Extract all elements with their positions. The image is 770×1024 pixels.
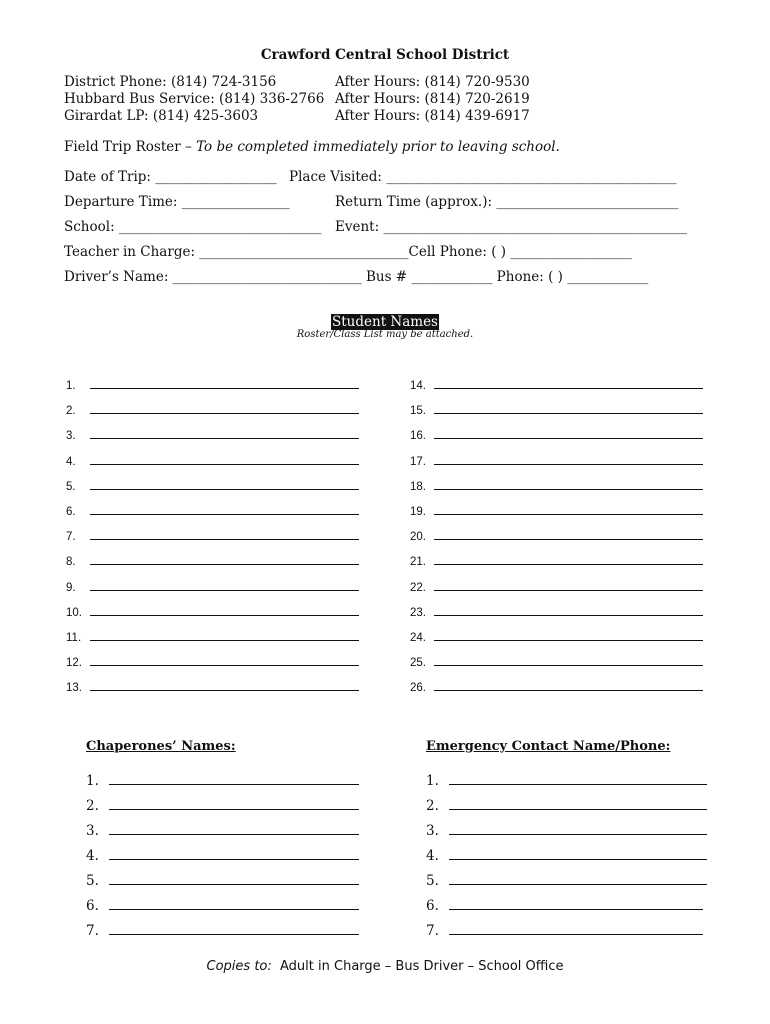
- school-field[interactable]: School: ______________________________: [64, 219, 322, 235]
- name-line[interactable]: [90, 529, 359, 540]
- name-line[interactable]: [109, 798, 359, 810]
- contact-line[interactable]: [449, 773, 707, 785]
- row-number: 7.: [426, 923, 439, 939]
- student-names-heading: [0, 311, 770, 330]
- row-number: 9.: [66, 581, 76, 594]
- student-row[interactable]: [66, 630, 359, 655]
- row-number: 19.: [410, 505, 426, 518]
- name-line[interactable]: [434, 428, 703, 439]
- row-number: 3.: [86, 823, 99, 839]
- girardat-after-hours: After Hours: (814) 439-6917: [335, 108, 530, 124]
- return-time-field[interactable]: Return Time (approx.): ___________________________: [335, 194, 679, 210]
- row-number: 3.: [66, 430, 76, 443]
- row-number: 13.: [66, 682, 82, 695]
- student-row[interactable]: [410, 428, 703, 453]
- row-number: 5.: [426, 873, 439, 889]
- chaperone-row[interactable]: [86, 848, 359, 873]
- contact-line[interactable]: [449, 798, 707, 810]
- row-number: 2.: [66, 405, 76, 418]
- chaperone-row[interactable]: [86, 798, 359, 823]
- row-number: 5.: [66, 480, 76, 493]
- contact-line[interactable]: [449, 848, 707, 860]
- student-names-subheading: Roster/Class List may be attached.: [296, 329, 474, 340]
- contact-line[interactable]: [449, 923, 703, 935]
- contact-line[interactable]: [449, 898, 703, 910]
- name-line[interactable]: [434, 403, 703, 414]
- row-number: 4.: [86, 848, 99, 864]
- row-number: 22.: [410, 581, 426, 594]
- row-number: 10.: [66, 606, 82, 619]
- district-phone: District Phone: (814) 724-3156: [64, 74, 277, 90]
- driver-bus-phone-field[interactable]: Driver’s Name: ____________________________ Bus # ____________ Phone: ( ) ____________: [64, 269, 649, 285]
- student-row[interactable]: [66, 529, 359, 554]
- name-line[interactable]: [90, 554, 359, 565]
- emergency-row[interactable]: [426, 873, 707, 898]
- row-number: 1.: [426, 773, 439, 789]
- document-title: Crawford Central School District: [260, 47, 510, 63]
- row-number: 23.: [410, 606, 426, 619]
- date-of-trip-field[interactable]: Date of Trip: __________________: [64, 169, 277, 185]
- row-number: 21.: [410, 556, 426, 569]
- row-number: 2.: [426, 798, 439, 814]
- name-line[interactable]: [90, 630, 359, 641]
- chaperone-row[interactable]: [86, 923, 359, 948]
- row-number: 3.: [426, 823, 439, 839]
- name-line[interactable]: [434, 378, 703, 389]
- row-number: 17.: [410, 455, 426, 468]
- student-row[interactable]: [66, 655, 359, 680]
- row-number: 5.: [86, 873, 99, 889]
- student-row[interactable]: [66, 580, 359, 605]
- row-number: 2.: [86, 798, 99, 814]
- emergency-row[interactable]: [426, 773, 707, 798]
- student-list-right: [410, 378, 703, 705]
- student-row[interactable]: [410, 529, 703, 554]
- student-row[interactable]: [66, 504, 359, 529]
- name-line[interactable]: [90, 680, 359, 691]
- copies-footer: [0, 959, 770, 974]
- student-names-label: Student Names: [332, 314, 438, 330]
- student-row[interactable]: [66, 554, 359, 579]
- row-number: 1.: [86, 773, 99, 789]
- row-number: 15.: [410, 405, 426, 418]
- name-line[interactable]: [90, 504, 359, 515]
- event-field[interactable]: Event: _____________________________________________: [335, 219, 688, 235]
- name-line[interactable]: [434, 680, 703, 691]
- chaperones-heading: Chaperones’ Names:: [86, 739, 236, 754]
- row-number: 6.: [86, 898, 99, 914]
- chaperone-row[interactable]: [86, 823, 359, 848]
- name-line[interactable]: [434, 605, 703, 616]
- name-line[interactable]: [434, 454, 703, 465]
- row-number: 25.: [410, 657, 426, 670]
- row-number: 8.: [66, 556, 76, 569]
- student-row[interactable]: [410, 403, 703, 428]
- chaperone-row[interactable]: [86, 773, 359, 798]
- student-row[interactable]: [66, 680, 359, 705]
- row-number: 18.: [410, 480, 426, 493]
- contact-right-column: [335, 74, 530, 125]
- row-number: 6.: [426, 898, 439, 914]
- student-row[interactable]: [66, 403, 359, 428]
- row-number: 11.: [66, 631, 82, 644]
- name-line[interactable]: [109, 848, 359, 860]
- name-line[interactable]: [434, 655, 703, 666]
- student-row[interactable]: [410, 580, 703, 605]
- name-line[interactable]: [434, 529, 703, 540]
- roster-label: Field Trip Roster –: [64, 139, 192, 155]
- emergency-row[interactable]: [426, 798, 707, 823]
- student-row[interactable]: [66, 479, 359, 504]
- student-row[interactable]: [410, 630, 703, 655]
- girardat-phone: Girardat LP: (814) 425-3603: [64, 108, 259, 124]
- student-row[interactable]: [410, 554, 703, 579]
- emergency-row[interactable]: [426, 923, 707, 948]
- chaperone-row[interactable]: [86, 873, 359, 898]
- name-line[interactable]: [90, 428, 359, 439]
- emergency-contact-list: [426, 773, 707, 948]
- name-line[interactable]: [90, 580, 359, 591]
- student-row[interactable]: [66, 428, 359, 453]
- roster-instruction: [64, 139, 560, 155]
- name-line[interactable]: [90, 454, 359, 465]
- hubbard-bus-phone: Hubbard Bus Service: (814) 336-2766: [64, 91, 325, 107]
- name-line[interactable]: [434, 504, 703, 515]
- name-line[interactable]: [109, 823, 359, 835]
- student-row[interactable]: [410, 605, 703, 630]
- name-line[interactable]: [90, 378, 359, 389]
- row-number: 7.: [66, 531, 76, 544]
- student-list-left: [66, 378, 359, 705]
- contact-line[interactable]: [449, 873, 707, 885]
- name-line[interactable]: [109, 923, 359, 935]
- name-line[interactable]: [434, 554, 703, 565]
- student-row[interactable]: [410, 504, 703, 529]
- departure-time-field[interactable]: Departure Time: ________________: [64, 194, 290, 210]
- place-visited-field[interactable]: Place Visited: ___________________________________________: [289, 169, 677, 185]
- row-number: 20.: [410, 531, 426, 544]
- name-line[interactable]: [90, 605, 359, 616]
- emergency-row[interactable]: [426, 823, 707, 848]
- row-number: 14.: [410, 380, 426, 392]
- chaperone-list: [86, 773, 359, 948]
- name-line[interactable]: [90, 403, 359, 414]
- student-row[interactable]: [410, 655, 703, 680]
- student-row[interactable]: [410, 454, 703, 479]
- row-number: 16.: [410, 430, 426, 443]
- contact-line[interactable]: [449, 823, 707, 835]
- chaperone-row[interactable]: [86, 898, 359, 923]
- copies-label: Copies to:: [206, 959, 272, 974]
- name-line[interactable]: [90, 655, 359, 666]
- student-row[interactable]: [66, 378, 359, 403]
- row-number: 24.: [410, 631, 426, 644]
- student-row[interactable]: [410, 680, 703, 705]
- row-number: 26.: [410, 682, 426, 695]
- name-line[interactable]: [109, 773, 359, 785]
- row-number: 4.: [66, 455, 76, 468]
- name-line[interactable]: [109, 898, 359, 910]
- name-line[interactable]: [434, 580, 703, 591]
- student-row[interactable]: [66, 605, 359, 630]
- name-line[interactable]: [90, 479, 359, 490]
- row-number: 4.: [426, 848, 439, 864]
- name-line[interactable]: [109, 873, 359, 885]
- roster-note: To be completed immediately prior to leaving school.: [196, 139, 560, 155]
- teacher-cell-field[interactable]: Teacher in Charge: _______________________________Cell Phone: ( ) __________________: [64, 244, 632, 260]
- contact-left-column: [64, 74, 324, 125]
- hubbard-after-hours: After Hours: (814) 720-2619: [335, 91, 530, 107]
- row-number: 1.: [66, 380, 76, 392]
- emergency-row[interactable]: [426, 898, 707, 923]
- student-row[interactable]: [66, 454, 359, 479]
- name-line[interactable]: [434, 479, 703, 490]
- row-number: 7.: [86, 923, 99, 939]
- emergency-row[interactable]: [426, 848, 707, 873]
- name-line[interactable]: [434, 630, 703, 641]
- copies-list: Adult in Charge – Bus Driver – School Office: [280, 959, 564, 974]
- row-number: 6.: [66, 505, 76, 518]
- student-row[interactable]: [410, 378, 703, 403]
- district-after-hours: After Hours: (814) 720-9530: [335, 74, 530, 90]
- student-row[interactable]: [410, 479, 703, 504]
- emergency-contact-heading: Emergency Contact Name/Phone:: [426, 739, 671, 754]
- row-number: 12.: [66, 657, 82, 670]
